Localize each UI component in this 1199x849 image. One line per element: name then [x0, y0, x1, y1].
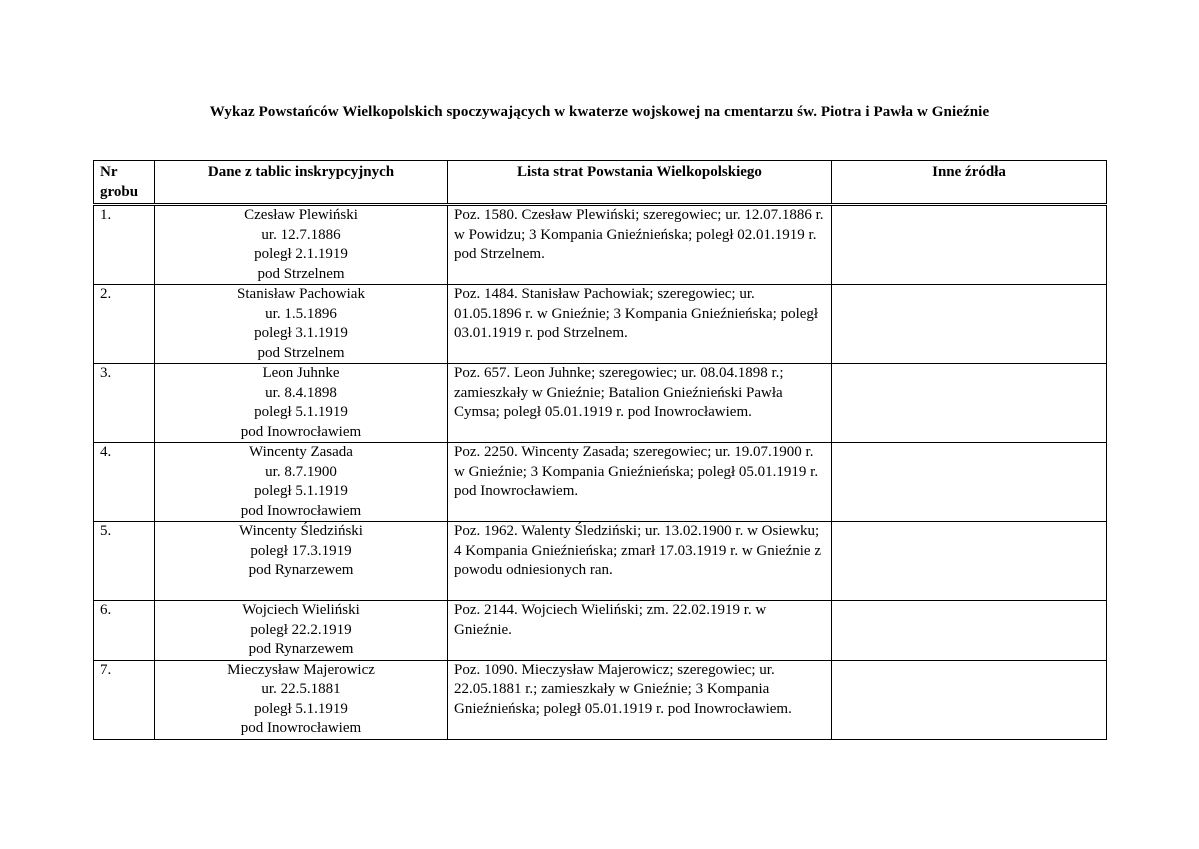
header-inscription-data: Dane z tablic inskrypcyjnych [155, 161, 448, 205]
inscription-cell: Leon Juhnke ur. 8.4.1898 poległ 5.1.1919 pod Inowrocławiem [155, 364, 448, 443]
other-sources-cell [832, 660, 1107, 739]
loss-list-cell: Poz. 657. Leon Juhnke; szeregowiec; ur. 08.04.1898 r.; zamieszkały w Gnieźnie; Batalion Gnieźnieński Pawła Cymsa; poległ 05.01.1919 r. pod Inowrocławiem. [448, 364, 832, 443]
other-sources-cell [832, 285, 1107, 364]
header-grave-number: Nr grobu [94, 161, 155, 205]
other-sources-cell [832, 601, 1107, 661]
grave-number-cell: 5. [94, 522, 155, 601]
table-row [94, 443, 1107, 522]
document-title: Wykaz Powstańców Wielkopolskich spoczywających w kwaterze wojskowej na cmentarzu św. Piotra i Pawła w Gnieźnie [209, 104, 990, 120]
loss-list-cell: Poz. 1484. Stanisław Pachowiak; szeregowiec; ur. 01.05.1896 r. w Gnieźnie; 3 Kompania Gnieźnieńska; poległ 03.01.1919 r. pod Strzelnem. [448, 285, 832, 364]
table-row [94, 364, 1107, 443]
grave-number-cell: 2. [94, 285, 155, 364]
grave-number-cell: 6. [94, 601, 155, 661]
header-row [94, 161, 1107, 205]
grave-number-cell: 4. [94, 443, 155, 522]
inscription-cell: Czesław Plewiński ur. 12.7.1886 poległ 2.1.1919 pod Strzelnem [155, 205, 448, 285]
loss-list-cell: Poz. 2144. Wojciech Wieliński; zm. 22.02.1919 r. w Gnieźnie. [448, 601, 832, 661]
loss-list-cell: Poz. 1090. Mieczysław Majerowicz; szeregowiec; ur. 22.05.1881 r.; zamieszkały w Gnieźnie; 3 Kompania Gnieźnieńska; poległ 05.01.1919 r. pod Inowrocławiem. [448, 660, 832, 739]
table-row [94, 601, 1107, 661]
inscription-cell: Wincenty Zasada ur. 8.7.1900 poległ 5.1.1919 pod Inowrocławiem [155, 443, 448, 522]
other-sources-cell [832, 522, 1107, 601]
inscription-cell: Wojciech Wieliński poległ 22.2.1919 pod Rynarzewem [155, 601, 448, 661]
table-row [94, 285, 1107, 364]
table-row [94, 660, 1107, 739]
table-row [94, 522, 1107, 601]
table-row [94, 205, 1107, 285]
burial-table [93, 160, 1107, 740]
grave-number-cell: 3. [94, 364, 155, 443]
loss-list-cell: Poz. 1962. Walenty Śledziński; ur. 13.02.1900 r. w Osiewku; 4 Kompania Gnieźnieńska; zmarł 17.03.1919 r. w Gnieźnie z powodu odniesionych ran. [448, 522, 832, 601]
inscription-cell: Mieczysław Majerowicz ur. 22.5.1881 poległ 5.1.1919 pod Inowrocławiem [155, 660, 448, 739]
inscription-cell: Stanisław Pachowiak ur. 1.5.1896 poległ 3.1.1919 pod Strzelnem [155, 285, 448, 364]
loss-list-cell: Poz. 2250. Wincenty Zasada; szeregowiec; ur. 19.07.1900 r. w Gnieźnie; 3 Kompania Gnieźnieńska; poległ 05.01.1919 r. pod Inowrocławiem. [448, 443, 832, 522]
header-other-sources: Inne źródła [832, 161, 1107, 205]
table-header [94, 161, 1107, 205]
other-sources-cell [832, 205, 1107, 285]
table-body [94, 205, 1107, 740]
header-loss-list: Lista strat Powstania Wielkopolskiego [448, 161, 832, 205]
grave-number-cell: 7. [94, 660, 155, 739]
grave-number-cell: 1. [94, 205, 155, 285]
loss-list-cell: Poz. 1580. Czesław Plewiński; szeregowiec; ur. 12.07.1886 r. w Powidzu; 3 Kompania Gnieźnieńska; poległ 02.01.1919 r. pod Strzelnem. [448, 205, 832, 285]
other-sources-cell [832, 364, 1107, 443]
inscription-cell: Wincenty Śledziński poległ 17.3.1919 pod Rynarzewem [155, 522, 448, 601]
other-sources-cell [832, 443, 1107, 522]
